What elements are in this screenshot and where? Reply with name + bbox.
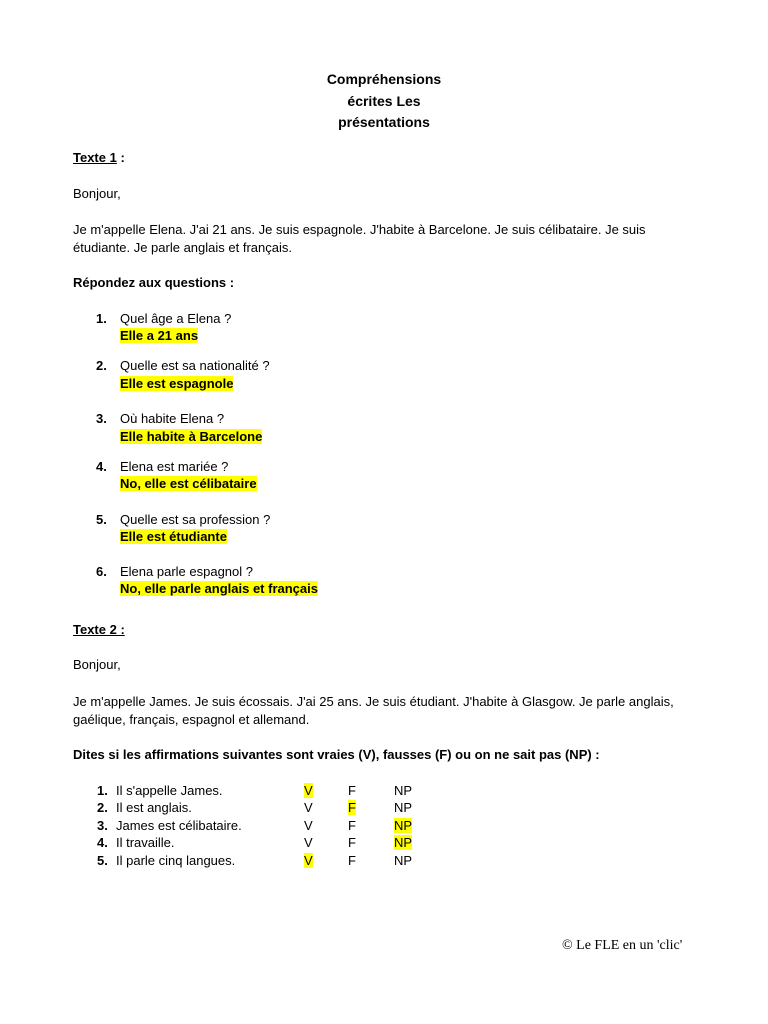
option-np: NP <box>394 853 413 868</box>
answer-text: Elle a 21 ans <box>120 328 199 343</box>
question-text: Elena parle espagnol ? <box>120 564 253 579</box>
question-number: 2. <box>96 358 107 373</box>
option-f: F <box>348 783 356 798</box>
title-line-3: présentations <box>338 114 430 130</box>
statement-number: 3. <box>97 818 108 833</box>
texte1-greeting: Bonjour, <box>73 186 121 201</box>
question-number: 6. <box>96 564 107 579</box>
option-f: F <box>348 853 356 868</box>
question-text: Quelle est sa profession ? <box>120 512 271 527</box>
statement-number: 2. <box>97 800 108 815</box>
answer-text: No, elle parle anglais et français <box>120 581 318 596</box>
option-v: V <box>304 818 313 833</box>
answer-text: No, elle est célibataire <box>120 476 257 491</box>
option-v: V <box>304 783 313 798</box>
option-f: F <box>348 818 356 833</box>
texte2-paragraph: Je m'appelle James. Je suis écossais. J'ai 25 ans. Je suis étudiant. J'habite à Glasgow. Je parle anglais, gaélique, français, espagnol et allemand. <box>73 694 674 727</box>
texte2-greeting: Bonjour, <box>73 657 121 672</box>
texte1-heading-colon: : <box>116 150 125 165</box>
question-text: Quelle est sa nationalité ? <box>120 358 270 373</box>
statement-text: Il parle cinq langues. <box>116 853 236 868</box>
texte1-heading-label: Texte 1 <box>73 150 117 165</box>
option-v: V <box>304 800 313 815</box>
title-line-2: écrites Les <box>347 92 421 109</box>
option-np: NP <box>394 835 413 850</box>
statement-number: 4. <box>97 835 108 850</box>
copyright-footer: © Le FLE en un 'clic' <box>562 938 683 953</box>
question-text: Où habite Elena ? <box>120 411 225 426</box>
title-line-1: Compréhensions <box>326 71 442 87</box>
question-number: 5. <box>96 512 107 527</box>
statement-text: James est célibataire. <box>116 818 242 833</box>
texte1-paragraph: Je m'appelle Elena. J'ai 21 ans. Je suis espagnole. J'habite à Barcelone. Je suis célibataire. Je suis étudiante. Je parle anglais et français. <box>73 222 646 255</box>
option-np: NP <box>394 800 413 815</box>
texte1-heading <box>73 150 125 165</box>
statement-text: Il est anglais. <box>116 800 192 815</box>
option-f: F <box>348 800 356 815</box>
statement-number: 5. <box>97 853 108 868</box>
option-v: V <box>304 853 313 868</box>
option-np: NP <box>394 783 413 798</box>
statement-number: 1. <box>97 783 108 798</box>
question-text: Quel âge a Elena ? <box>120 311 232 326</box>
question-text: Elena est mariée ? <box>120 459 229 474</box>
statement-text: Il s'appelle James. <box>116 783 223 798</box>
option-v: V <box>304 835 313 850</box>
question-number: 4. <box>96 459 107 474</box>
texte2-heading: Texte 2 : <box>73 622 125 637</box>
option-np: NP <box>394 818 413 833</box>
answer-text: Elle est espagnole <box>120 376 234 391</box>
option-f: F <box>348 835 356 850</box>
answer-text: Elle habite à Barcelone <box>120 429 263 444</box>
question-number: 3. <box>96 411 107 426</box>
texte2-instruction: Dites si les affirmations suivantes sont vraies (V), fausses (F) ou on ne sait pas (NP) : <box>73 747 600 762</box>
question-number: 1. <box>96 311 107 326</box>
document-title <box>0 69 768 134</box>
texte1-instruction: Répondez aux questions : <box>73 275 235 290</box>
answer-text: Elle est étudiante <box>120 529 227 544</box>
statement-text: Il travaille. <box>116 835 175 850</box>
